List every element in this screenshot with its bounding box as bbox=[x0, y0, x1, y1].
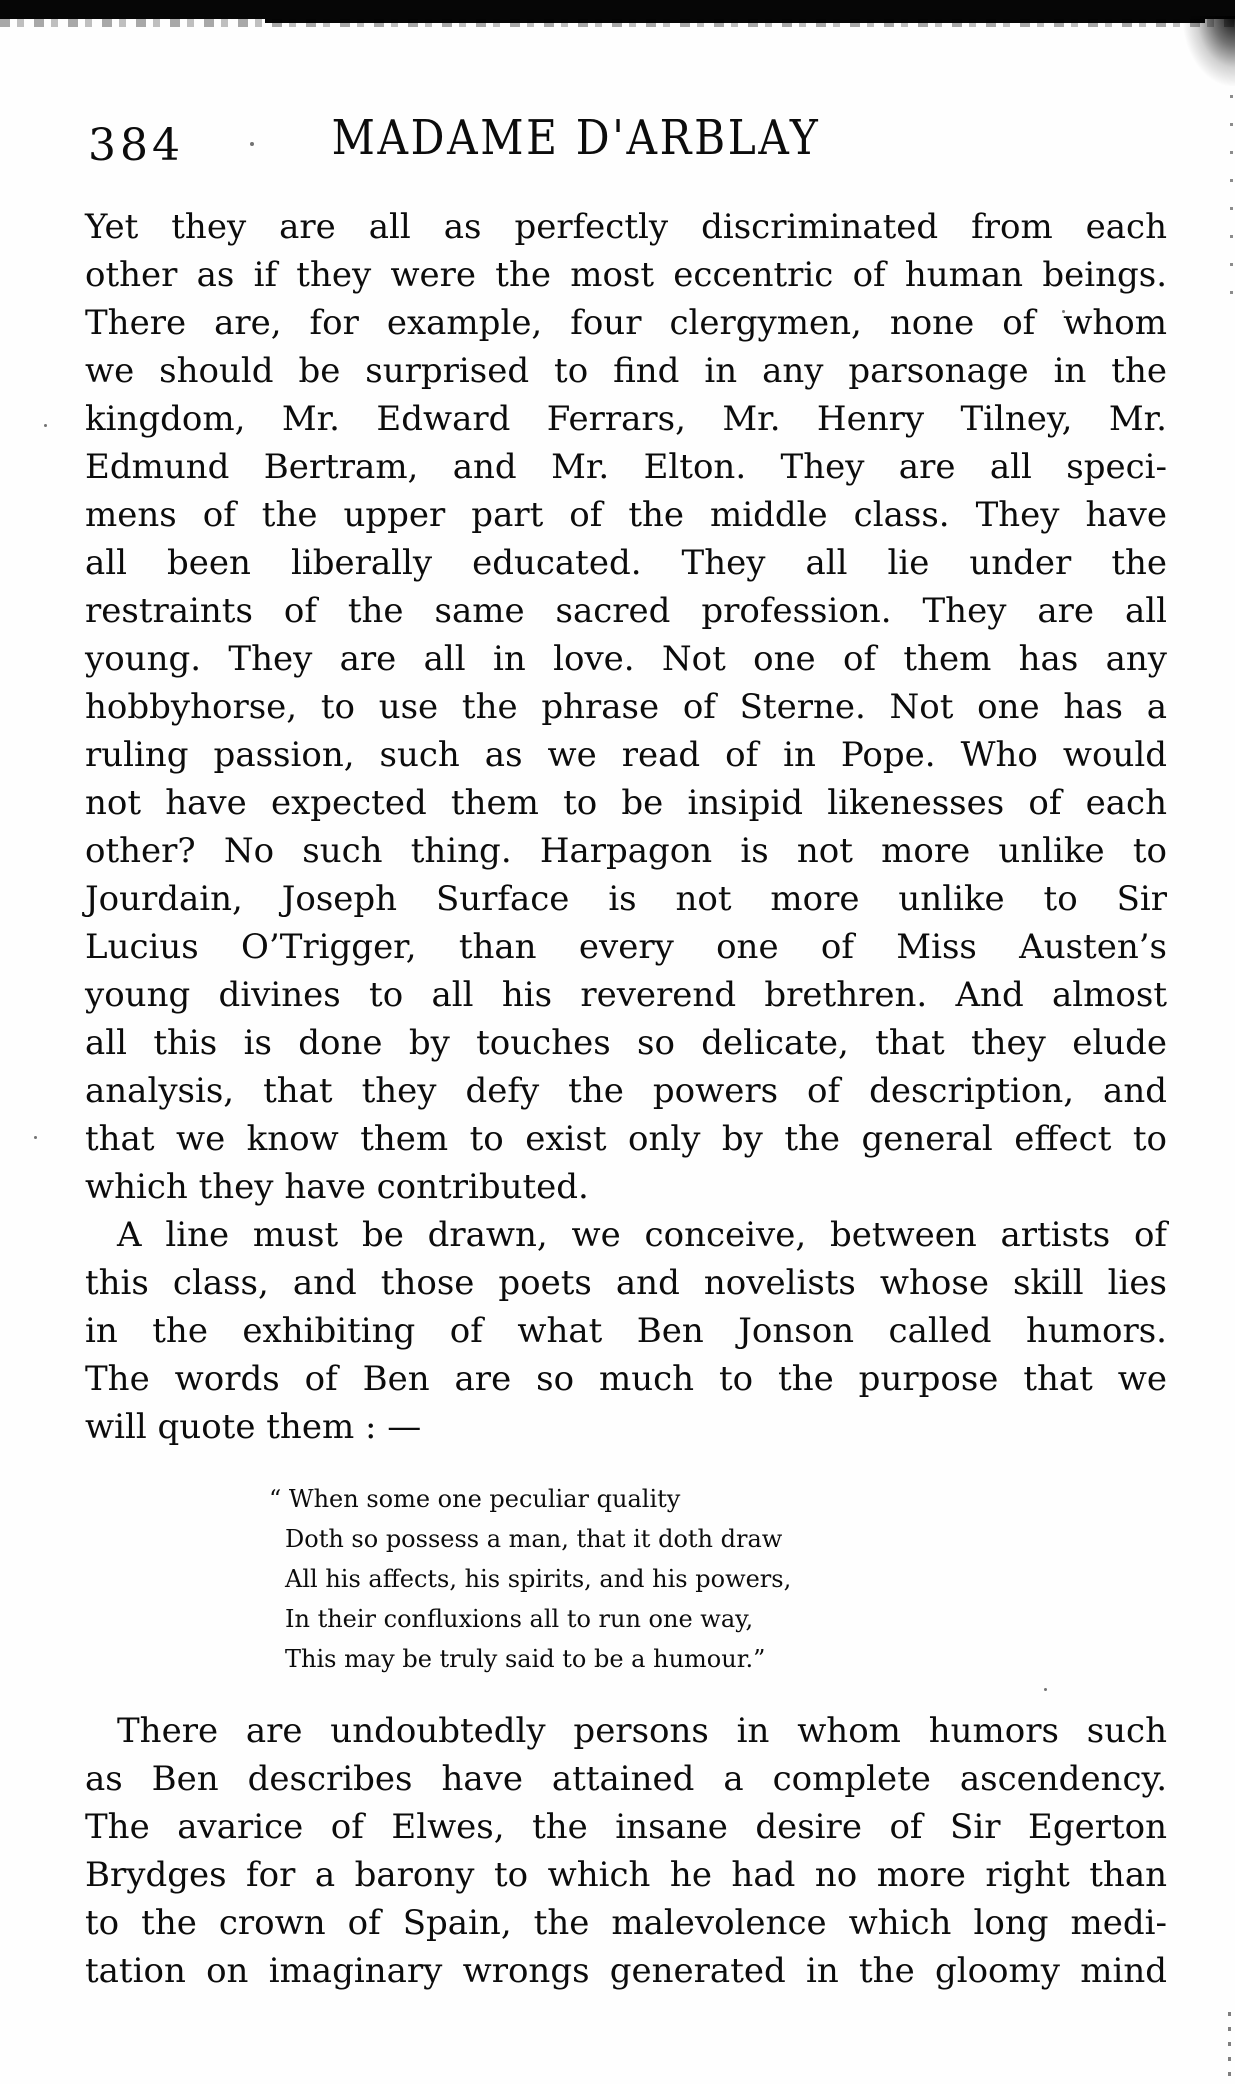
text-line: Yet they are all as perfectly discriminated from each bbox=[85, 207, 1167, 247]
paragraph bbox=[85, 1211, 1167, 1451]
verse-line: “ When some one peculiar quality bbox=[269, 1485, 681, 1513]
verse-line: In their confluxions all to run one way, bbox=[285, 1605, 754, 1633]
running-header: MADAME D'ARBLAY bbox=[331, 110, 821, 166]
text-line: mens of the upper part of the middle class. They have bbox=[85, 495, 1167, 535]
text-line: The words of Ben are so much to the purpose that we bbox=[85, 1359, 1167, 1399]
text-line: to the crown of Spain, the malevolence which long medi- bbox=[85, 1903, 1167, 1943]
text-line: as Ben describes have attained a complete ascendency. bbox=[85, 1759, 1167, 1799]
text-line: all this is done by touches so delicate, that they elude bbox=[85, 1023, 1167, 1063]
scan-artifact-corner-smudge bbox=[1183, 16, 1235, 86]
scan-artifact-top-bar bbox=[0, 0, 1235, 19]
text-line: A line must be drawn, we conceive, between artists of bbox=[117, 1215, 1167, 1255]
text-line: There are, for example, four clergymen, none of whom bbox=[85, 303, 1167, 343]
verse-line: This may be truly said to be a humour.” bbox=[285, 1645, 766, 1673]
verse-quote bbox=[269, 1479, 1167, 1679]
scan-speck bbox=[34, 1136, 37, 1139]
text-line: analysis, that they defy the powers of description, and bbox=[85, 1071, 1167, 1111]
text-line: this class, and those poets and novelists whose skill lies bbox=[85, 1263, 1167, 1303]
verse-line: Doth so possess a man, that it doth draw bbox=[285, 1525, 783, 1553]
page-number: 384 bbox=[88, 120, 184, 171]
text-line: hobbyhorse, to use the phrase of Sterne. Not one has a bbox=[85, 687, 1167, 727]
text-line: we should be surprised to find in any parsonage in the bbox=[85, 351, 1167, 391]
text-line: other as if they were the most eccentric of human beings. bbox=[85, 255, 1167, 295]
text-line: kingdom, Mr. Edward Ferrars, Mr. Henry Tilney, Mr. bbox=[85, 399, 1167, 439]
verse-line: All his affects, his spirits, and his powers, bbox=[285, 1565, 792, 1593]
text-line: Edmund Bertram, and Mr. Elton. They are all speci- bbox=[85, 447, 1167, 487]
text-line: There are undoubtedly persons in whom humors such bbox=[117, 1711, 1167, 1751]
text-line: will quote them : — bbox=[85, 1407, 422, 1447]
scan-speck bbox=[250, 142, 254, 146]
scan-artifact-edge-marks bbox=[1230, 95, 1233, 305]
text-line: young. They are all in love. Not one of them has any bbox=[85, 639, 1167, 679]
text-line: ruling passion, such as we read of in Pope. Who would bbox=[85, 735, 1167, 775]
text-line: restraints of the same sacred profession. They are all bbox=[85, 591, 1167, 631]
text-line: not have expected them to be insipid likenesses of each bbox=[85, 783, 1167, 823]
paragraph bbox=[85, 203, 1167, 1211]
text-line: The avarice of Elwes, the insane desire of Sir Egerton bbox=[85, 1807, 1167, 1847]
text-line: young divines to all his reverend brethren. And almost bbox=[85, 975, 1167, 1015]
text-line: in the exhibiting of what Ben Jonson called humors. bbox=[85, 1311, 1167, 1351]
text-line: Jourdain, Joseph Surface is not more unlike to Sir bbox=[85, 879, 1167, 919]
text-line: tation on imaginary wrongs generated in the gloomy mind bbox=[85, 1951, 1167, 1991]
text-line: which they have contributed. bbox=[85, 1167, 589, 1207]
text-line: all been liberally educated. They all lie under the bbox=[85, 543, 1167, 583]
scan-artifact-edge-marks bbox=[1228, 2012, 1231, 2078]
text-line: Lucius O’Trigger, than every one of Miss Austen’s bbox=[85, 927, 1167, 967]
scan-speck bbox=[44, 424, 47, 427]
page-body bbox=[85, 203, 1167, 1995]
text-line: other? No such thing. Harpagon is not more unlike to bbox=[85, 831, 1167, 871]
paragraph bbox=[85, 1707, 1167, 1995]
text-line: Brydges for a barony to which he had no more right than bbox=[85, 1855, 1167, 1895]
text-line: that we know them to exist only by the general effect to bbox=[85, 1119, 1167, 1159]
